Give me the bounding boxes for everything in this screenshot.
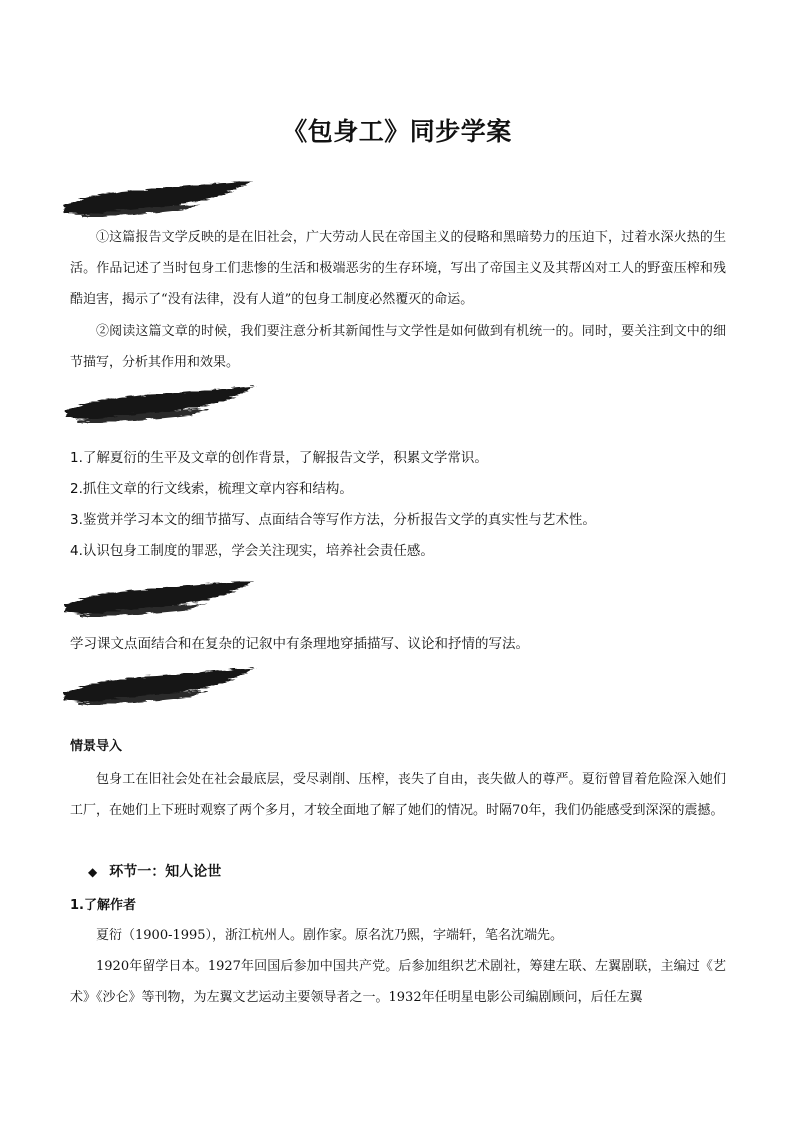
scene-heading: 情景导入 [70, 739, 123, 754]
author-subheading: 1.了解作者 [70, 898, 136, 913]
section-banner-brush [62, 578, 258, 618]
diamond-bullet-icon: ◆ [88, 865, 98, 879]
page-title: 《包身工》同步学案 [282, 117, 512, 146]
scene-paragraph: 包身工在旧社会处在社会最底层，受尽剥削、压榨，丧失了自由，丧失做人的尊严。夏衍曾冒着危险深入她们工厂，在她们上下班时观察了两个多月，才较全面地了解了她们的情况。时隔70年，我们仍能感受到深深的震撼。 [70, 772, 726, 818]
section-banner-brush [62, 666, 258, 706]
intro-paragraph-2: ②阅读这篇文章的时候，我们要注意分析其新闻性与文学性是如何做到有机统一的。同时，要关注到文中的细节描写，分析其作用和效果。 [70, 324, 726, 370]
section-banner-brush [62, 178, 258, 218]
intro-paragraph-1: ①这篇报告文学反映的是在旧社会，广大劳动人民在帝国主义的侵略和黑暗势力的压迫下，过着水深火热的生活。作品记述了当时包身工们悲惨的生活和极端恶劣的生存环境，写出了帝国主义及其帮凶对工人的野蛮压榨和残酷迫害，揭示了“没有法律，没有人道”的包身工制度必然覆灭的命运。 [70, 230, 726, 307]
author-paragraph-2: 1920年留学日本。1927年回国后参加中国共产党。后参加组织艺术剧社，筹建左联、左翼剧联，主编过《艺术》《沙仑》等刊物，为左翼文艺运动主要领导者之一。1932年任明星电影公司编剧顾问，后任左翼 [70, 959, 726, 1005]
goal-item: 1.了解夏衍的生平及文章的创作背景，了解报告文学，积累文学常识。 [70, 450, 488, 466]
key-point-text: 学习课文点面结合和在复杂的记叙中有条理地穿插描写、议论和抒情的写法。 [70, 636, 529, 652]
author-paragraph-1: 夏衍（1900-1995），浙江杭州人。剧作家。原名沈乃熙，字端轩，笔名沈端先。 [96, 928, 564, 943]
goal-item: 3.鉴赏并学习本文的细节描写、点面结合等写作方法，分析报告文学的真实性与艺术性。 [70, 512, 596, 528]
section-banner-brush [62, 384, 258, 424]
goal-item: 4.认识包身工制度的罪恶，学会关注现实，培养社会责任感。 [70, 543, 434, 559]
goal-item: 2.抓住文章的行文线索，梳理文章内容和结构。 [70, 481, 353, 497]
section-heading [88, 861, 221, 881]
section-heading-text: 环节一：知人论世 [109, 864, 222, 880]
